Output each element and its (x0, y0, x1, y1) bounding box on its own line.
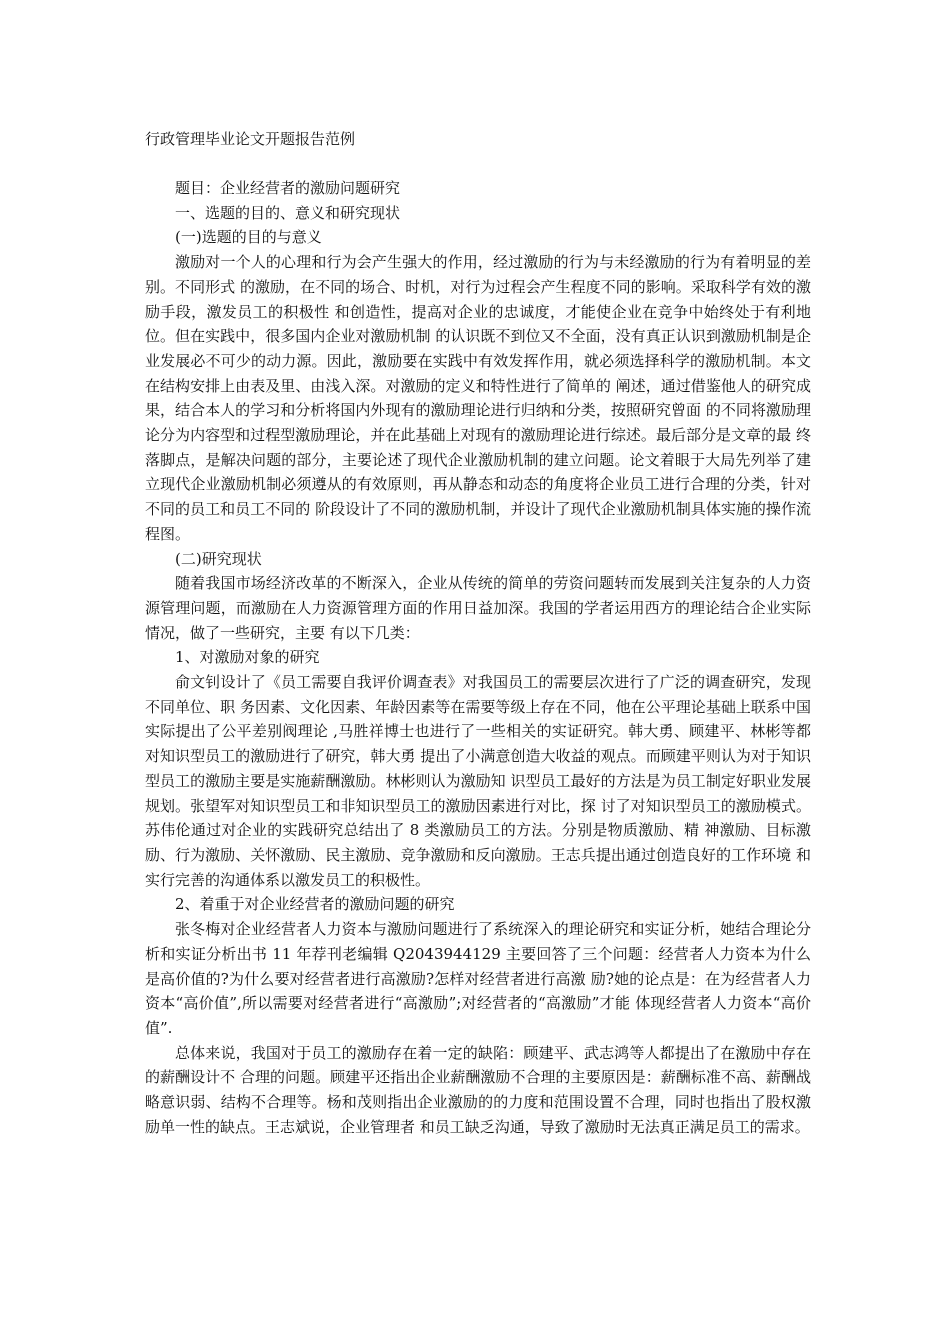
paragraph-objects: 俞文钊设计了《员工需要自我评价调查表》对我国员工的需要层次进行了广泛的调查研究，发现不同单位、职 务因素、文化因素、年龄因素等在需要等级上存在不同，他在公平理论基础上联系中国实际提出了公平差别阀理论 ,马胜祥博士也进行了一些相关的实证研究。韩大勇、顾建平、林彬等都对知识型员工的激励进行了研究，韩大勇 提出了小满意创造大收益的观点。而顾建平则认为对于知识型员工的激励主要是实施薪酬激励。林彬则认为激励知 识型员工最好的方法是为员工制定好职业发展规划。张望军对知识型员工和非知识型员工的激励因素进行对比，探 讨了对知识型员工的激励模式。苏伟伦通过对企业的实践研究总结出了 8 类激励员工的方法。分别是物质激励、精 神激励、目标激励、行为激励、关怀激励、民主激励、竞争激励和反向激励。王志兵提出通过创造良好的工作环境 和实行完善的沟通体系以激发员工的积极性。 (145, 673, 811, 889)
paragraph-summary: 总体来说，我国对于员工的激励存在着一定的缺陷：顾建平、武志鸿等人都提出了在激励中存在的薪酬设计不 合理的问题。顾建平还指出企业薪酬激励不合理的主要原因是：薪酬标准不高、薪酬战略意识弱、结构不合理等。杨和茂则指出企业激励的的力度和范围设置不合理，同时也指出了股权激励单一性的缺点。王志斌说，企业管理者 和员工缺乏沟通，导致了激励时无法真正满足员工的需求。 (145, 1043, 811, 1136)
item-heading-objects: 1、对激励对象的研究 (175, 648, 320, 667)
paragraph-significance: 激励对一个人的心理和行为会产生强大的作用，经过激励的行为与未经激励的行为有着明显的差别。不同形式 的激励，在不同的场合、时机，对行为过程会产生程度不同的影响。采取科学有效的激励手段，激发员工的积极性 和创造性，提高对企业的忠诚度，才能使企业在竞争中始终处于有利地位。但在实践中，很多国内企业对激励机制 的认识既不到位又不全面，没有真正认识到激励机制是企业发展必不可少的动力源。因此，激励要在实践中有效发挥作用，就必须选择科学的激励机制。本文在结构安排上由表及里、由浅入深。对激励的定义和特性进行了简单的 阐述，通过借鉴他人的研究成果，结合本人的学习和分析将国内外现有的激励理论进行归纳和分类，按照研究曾面 的不同将激励理论分为内容型和过程型激励理论，并在此基础上对现有的激励理论进行综述。最后部分是文章的最 终落脚点，是解决问题的部分，主要论述了现代企业激励机制的建立问题。论文着眼于大局先列举了建立现代企业激励机制必须遵从的有效原则，再从静态和动态的角度将企业员工进行合理的分类，针对不同的员工和员工不同的 阶段设计了不同的激励机制，并设计了现代企业激励机制具体实施的操作流程图。 (145, 253, 811, 543)
document-title: 行政管理毕业论文开题报告范例 (145, 130, 356, 148)
document-body (145, 176, 811, 1139)
section-heading-purpose: 一、选题的目的、意义和研究现状 (175, 203, 401, 222)
thesis-topic: 题目：企业经营者的激励问题研究 (175, 179, 401, 197)
subsection-heading-status: (二)研究现状 (175, 549, 262, 568)
paragraph-status-intro: 随着我国市场经济改革的不断深入，企业从传统的简单的劳资问题转而发展到关注复杂的人力资源管理问题，而激励在人力资源管理方面的作用日益加深。我国的学者运用西方的理论结合企业实际情况，做了一些研究，主要 有以下几类： (145, 574, 811, 642)
subsection-heading-significance: (一)选题的目的与意义 (175, 228, 322, 247)
paragraph-managers: 张冬梅对企业经营者人力资本与激励问题进行了系统深入的理论研究和实证分析，她结合理论分析和实证分析出书 11 年荐刊老编辑 Q2043944129 主要回答了三个问题：经营者人力资本为什么是高价值的?为什么要对经营者进行高激励?怎样对经营者进行高激 励?她的论点是：在为经营者人力资本“高价值”,所以需要对经营者进行“高激励”;对经营者的“高激励”才能 体现经营者人力资本“高价值”. (145, 920, 811, 1037)
item-heading-managers: 2、着重于对企业经营者的激励问题的研究 (175, 895, 455, 914)
